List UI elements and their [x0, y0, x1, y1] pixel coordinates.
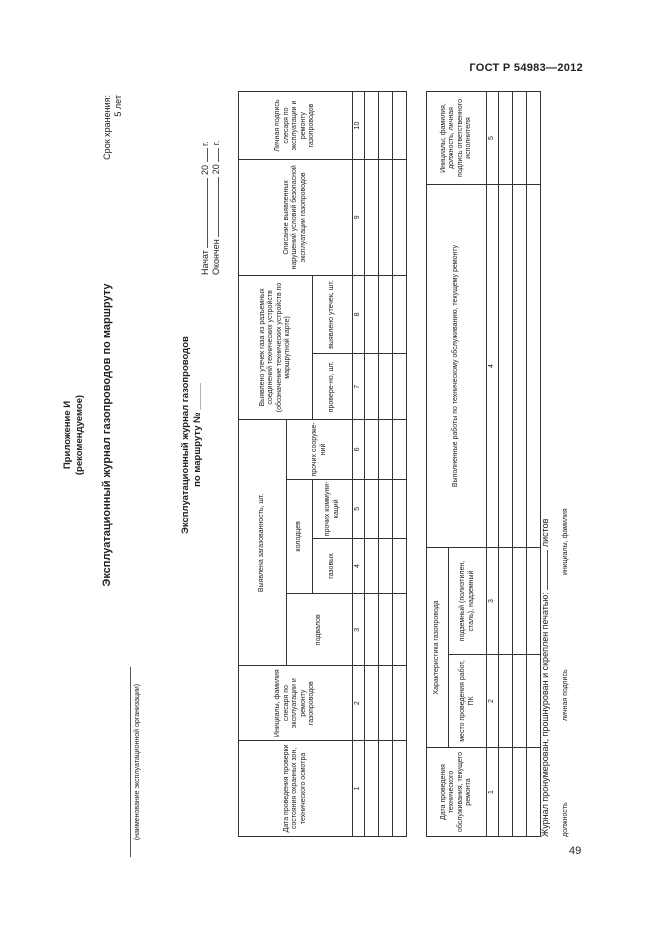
t1-blank[interactable] — [378, 420, 392, 479]
t1-blank[interactable] — [392, 740, 406, 836]
t1-group-gas: Выявлена загазованность, шт. — [239, 420, 287, 666]
t2-blank[interactable] — [512, 92, 526, 185]
t1-blank[interactable] — [364, 420, 378, 479]
start-year-blank — [207, 149, 208, 163]
t2-num: 1 — [487, 748, 499, 837]
t2-blank[interactable] — [512, 185, 526, 548]
t2-num: 5 — [487, 92, 499, 185]
t2-blank[interactable] — [526, 655, 540, 748]
t1-blank[interactable] — [392, 354, 406, 420]
t1-blank[interactable] — [378, 354, 392, 420]
t1-num: 1 — [353, 740, 365, 836]
caption-signature: личная подпись — [562, 669, 569, 721]
t2-col2: место проведения работ, ПК — [449, 655, 487, 748]
t2-blank[interactable] — [526, 185, 540, 548]
t2-blank[interactable] — [526, 92, 540, 185]
t2-blank[interactable] — [512, 748, 526, 837]
t1-blank[interactable] — [364, 594, 378, 666]
org-name-caption: (наименование эксплуатационной организации) — [134, 683, 141, 841]
t1-col2: Инициалы, фамилия слесаря по эксплуатации и ремонту газопроводов — [239, 666, 353, 741]
t1-blank[interactable] — [378, 666, 392, 741]
t1-blank[interactable] — [378, 539, 392, 594]
t1-num: 10 — [353, 92, 365, 160]
storage-value: 5 лет — [113, 95, 123, 117]
t2-blank[interactable] — [498, 748, 512, 837]
journal-title — [180, 305, 204, 565]
t1-blank[interactable] — [392, 275, 406, 354]
t1-blank[interactable] — [392, 539, 406, 594]
t1-blank[interactable] — [392, 594, 406, 666]
t1-col4: газовых — [313, 539, 353, 594]
t1-wells: колодцев — [287, 479, 313, 593]
t1-blank[interactable] — [364, 479, 378, 538]
appendix-label: Приложение И — [62, 400, 73, 470]
start-year: 20 — [200, 165, 210, 176]
t1-blank[interactable] — [364, 740, 378, 836]
t1-num: 2 — [353, 666, 365, 741]
journal-dates — [200, 95, 222, 275]
t2-blank[interactable] — [498, 548, 512, 655]
signature-line — [540, 91, 550, 837]
t1-blank[interactable] — [378, 275, 392, 354]
t1-blank[interactable] — [392, 160, 406, 276]
t1-blank[interactable] — [364, 92, 378, 160]
t1-num: 9 — [353, 160, 365, 276]
t1-blank[interactable] — [378, 594, 392, 666]
inspection-table — [238, 91, 407, 837]
t1-blank[interactable] — [378, 92, 392, 160]
caption-position: должность — [562, 802, 569, 837]
t2-group: Характеристика газопровода — [427, 548, 449, 748]
t1-num: 5 — [353, 479, 365, 538]
t1-blank[interactable] — [364, 666, 378, 741]
t1-col1: Дата проведения проверки состояния охранных зон, технического осмотра — [239, 740, 353, 836]
t2-num: 2 — [487, 655, 499, 748]
rotated-page-content — [40, 75, 570, 895]
t2-col3: подземный (полиэтилен, сталь), надземный — [449, 548, 487, 655]
t1-blank[interactable] — [392, 92, 406, 160]
t1-num: 4 — [353, 539, 365, 594]
t1-blank[interactable] — [392, 479, 406, 538]
start-g: г. — [200, 141, 210, 146]
t1-blank[interactable] — [364, 354, 378, 420]
end-g: г. — [211, 140, 221, 146]
end-label: Окончен — [211, 239, 221, 275]
start-date-row — [200, 95, 211, 275]
sheets-blank — [547, 550, 548, 590]
t1-blank[interactable] — [378, 160, 392, 276]
end-year: 20 — [211, 164, 221, 175]
t1-num: 8 — [353, 275, 365, 354]
storage-term — [102, 95, 124, 205]
t1-blank[interactable] — [378, 740, 392, 836]
t1-col5: прочих коммуни-каций — [313, 479, 353, 538]
appendix-subtitle: (рекомендуемое) — [74, 394, 85, 476]
t1-col8: выявлено утечек, шт. — [313, 275, 353, 354]
t1-col6: прочих сооруже-ний — [287, 420, 353, 479]
t1-num: 7 — [353, 354, 365, 420]
t2-col4: Выполненные работы по техническому обслуживанию, текущему ремонту — [427, 185, 487, 548]
org-name-line — [130, 667, 131, 857]
journal-title-line2: по маршруту № _____ — [192, 383, 203, 487]
maintenance-table — [426, 91, 541, 837]
t1-blank[interactable] — [364, 160, 378, 276]
t1-num: 3 — [353, 594, 365, 666]
appendix-heading: Эксплуатационный журнал газопроводов по маршруту — [101, 283, 113, 587]
t1-col3: подвалов — [287, 594, 353, 666]
start-blank — [207, 178, 208, 248]
t2-blank[interactable] — [498, 655, 512, 748]
storage-label: Срок хранения: — [102, 95, 112, 160]
sign-text: Журнал пронумерован, прошнурован и скреплен печатью: — [540, 592, 550, 837]
t2-col5: Инициалы, фамилия, должность, личная подпись ответственного исполнителя — [427, 92, 487, 185]
t2-blank[interactable] — [498, 92, 512, 185]
t2-blank[interactable] — [526, 548, 540, 655]
t2-blank[interactable] — [512, 548, 526, 655]
t2-num: 3 — [487, 548, 499, 655]
t2-num: 4 — [487, 185, 499, 548]
t1-col7: провере-но, шт. — [313, 354, 353, 420]
t1-blank[interactable] — [364, 539, 378, 594]
t1-blank[interactable] — [378, 479, 392, 538]
t1-group-leak: Выявлено утечек газа из разъемных соединений технических устройств (обозначение технических устройств по маршрутной карте) — [239, 275, 313, 420]
t1-col9: Описание выявленных нарушений условий безопасной эксплуатации газопроводов — [239, 160, 353, 276]
sheets-label: листов — [540, 518, 550, 548]
t1-blank[interactable] — [364, 275, 378, 354]
journal-title-line1: Эксплуатационный журнал газопроводов — [180, 336, 191, 534]
end-blank — [218, 177, 219, 237]
t2-blank[interactable] — [512, 655, 526, 748]
t1-blank[interactable] — [392, 420, 406, 479]
end-year-blank — [218, 148, 219, 162]
caption-name: инициалы, фамилия — [562, 508, 569, 575]
t1-num: 6 — [353, 420, 365, 479]
start-label: Начат — [200, 250, 210, 275]
appendix-title — [62, 275, 86, 595]
t2-blank[interactable] — [526, 748, 540, 837]
t2-col1: Дата проведения технического обслуживания, текущего ремонта — [427, 748, 487, 837]
page-number: 49 — [569, 845, 582, 857]
document-code: ГОСТ Р 54983—2012 — [469, 62, 583, 74]
t1-blank[interactable] — [392, 666, 406, 741]
end-date-row — [211, 95, 222, 275]
t2-blank[interactable] — [498, 185, 512, 548]
t1-col10: Личная подпись слесаря по эксплуатации и ремонту газопроводов — [239, 92, 353, 160]
